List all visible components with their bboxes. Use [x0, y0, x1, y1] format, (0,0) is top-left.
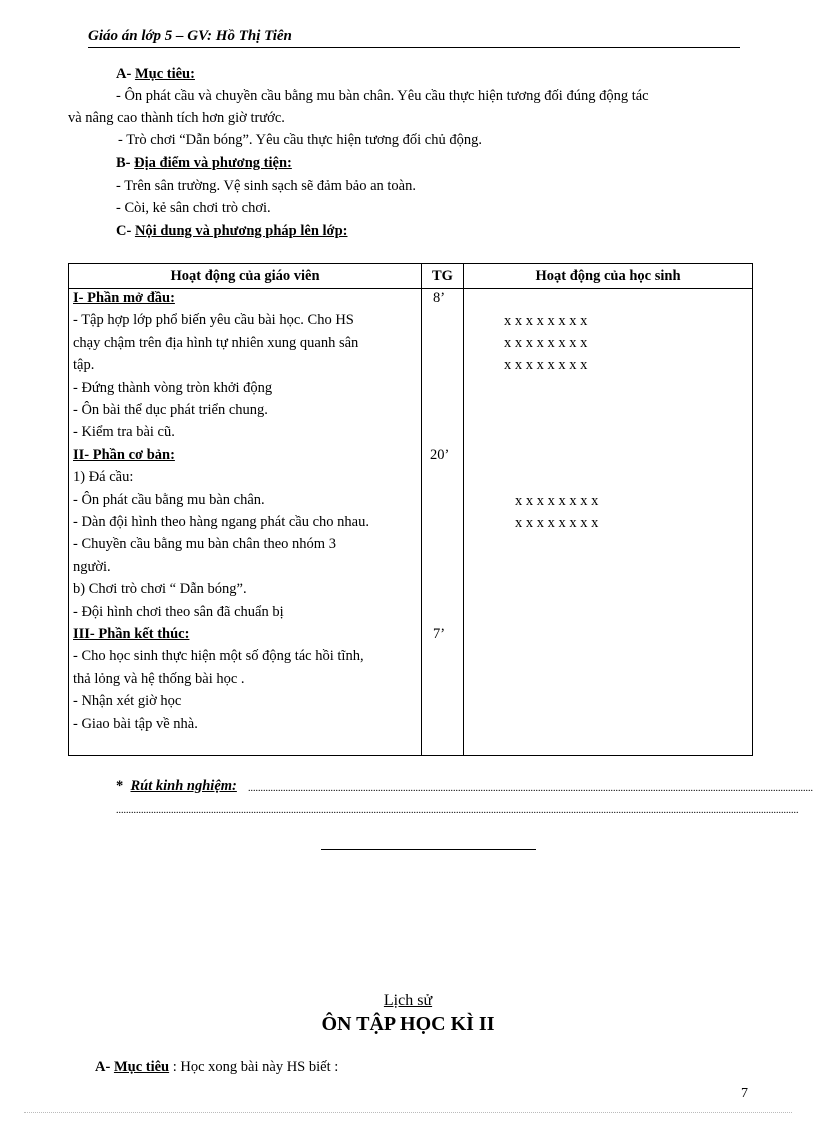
experience-label: * Rút kinh nghiệm:: [116, 778, 237, 794]
teacher-line: - Kiểm tra bài cũ.: [73, 424, 175, 440]
formation-row: x x x x x x x x: [515, 493, 599, 509]
table-body-row: [69, 289, 753, 756]
teacher-section-heading: II- Phần cơ bản:: [73, 447, 175, 463]
header-time: TG: [422, 264, 464, 289]
section-c-heading: C- Nội dung và phương pháp lên lớp:: [116, 223, 348, 239]
teacher-line: - Giao bài tập về nhà.: [73, 716, 198, 732]
page-number: 7: [741, 1086, 748, 1101]
page-bottom-edge: [24, 1112, 792, 1113]
teacher-line: - Chuyền cầu bằng mu bàn chân theo nhóm 3: [73, 536, 336, 552]
next-objective: A- Mục tiêu : Học xong bài này HS biết :: [95, 1059, 339, 1075]
section-b-line-1: - Trên sân trường. Vệ sinh sạch sẽ đảm bảo an toàn.: [116, 178, 416, 194]
section-a-heading: A- Mục tiêu:: [116, 66, 195, 82]
lesson-title: ÔN TẬP HỌC KÌ II: [321, 1013, 495, 1035]
teacher-line: người.: [73, 559, 111, 575]
section-a-line-3: - Trò chơi “Dẫn bóng”. Yêu cầu thực hiện tương đối chủ động.: [118, 132, 482, 148]
section-b-line-2: - Còi, kẻ sân chơi trò chơi.: [116, 200, 271, 216]
teacher-line: b) Chơi trò chơi “ Dẫn bóng”.: [73, 581, 247, 597]
teacher-line: chạy chậm trên địa hình tự nhiên xung quanh sân: [73, 335, 359, 351]
time-value: 8’: [433, 290, 446, 306]
document-header: Giáo án lớp 5 – GV: Hồ Thị Tiên: [88, 28, 292, 44]
teacher-line: - Cho học sinh thực hiện một số động tác hồi tĩnh,: [73, 648, 364, 664]
time-value: 7’: [433, 626, 446, 642]
formation-row: x x x x x x x x: [504, 357, 588, 373]
teacher-section-heading: I- Phần mở đầu:: [73, 290, 175, 306]
teacher-line: - Ôn bài thể dục phát triển chung.: [73, 402, 268, 418]
subject-title: Lịch sử: [383, 992, 433, 1009]
teacher-line: - Đứng thành vòng tròn khởi động: [73, 380, 273, 396]
formation-row: x x x x x x x x: [515, 515, 599, 531]
section-separator: [321, 849, 536, 850]
section-b-heading: B- Địa điểm và phương tiện:: [116, 155, 292, 171]
lesson-plan-table: [68, 263, 753, 756]
teacher-line: - Tập hợp lớp phổ biến yêu cầu bài học. Cho HS: [73, 312, 354, 328]
experience-dotted-line: ..................................................................................................................................................................................................................................: [248, 783, 813, 794]
student-activity-cell: [464, 289, 753, 756]
time-cell: [422, 289, 464, 756]
formation-row: x x x x x x x x: [504, 313, 588, 329]
teacher-activity-cell: [69, 289, 422, 756]
teacher-line: 1) Đá cầu:: [73, 469, 134, 485]
time-value: 20’: [430, 447, 450, 463]
experience-dotted-line: .................................................................................................................................................................................................................................................................................: [116, 805, 799, 816]
teacher-line: tập.: [73, 357, 95, 373]
teacher-line: - Ôn phát cầu bằng mu bàn chân.: [73, 492, 265, 508]
header-student-activity: Hoạt động của học sinh: [464, 264, 753, 289]
teacher-line: - Dàn đội hình theo hàng ngang phát cầu cho nhau.: [73, 514, 369, 530]
teacher-line: - Đội hình chơi theo sân đã chuẩn bị: [73, 604, 284, 620]
header-teacher-activity: Hoạt động của giáo viên: [69, 264, 422, 289]
table-header-row: [69, 264, 753, 289]
section-a-line-2: và nâng cao thành tích hơn giờ trước.: [68, 110, 285, 126]
section-a-line-1: - Ôn phát cầu và chuyền cầu bằng mu bàn chân. Yêu cầu thực hiện tương đối đúng động tác: [116, 88, 649, 104]
formation-row: x x x x x x x x: [504, 335, 588, 351]
teacher-line: - Nhận xét giờ học: [73, 693, 182, 709]
header-rule: [88, 47, 740, 48]
teacher-line: thả lỏng và hệ thống bài học .: [73, 671, 245, 687]
teacher-section-heading: III- Phần kết thúc:: [73, 626, 190, 642]
